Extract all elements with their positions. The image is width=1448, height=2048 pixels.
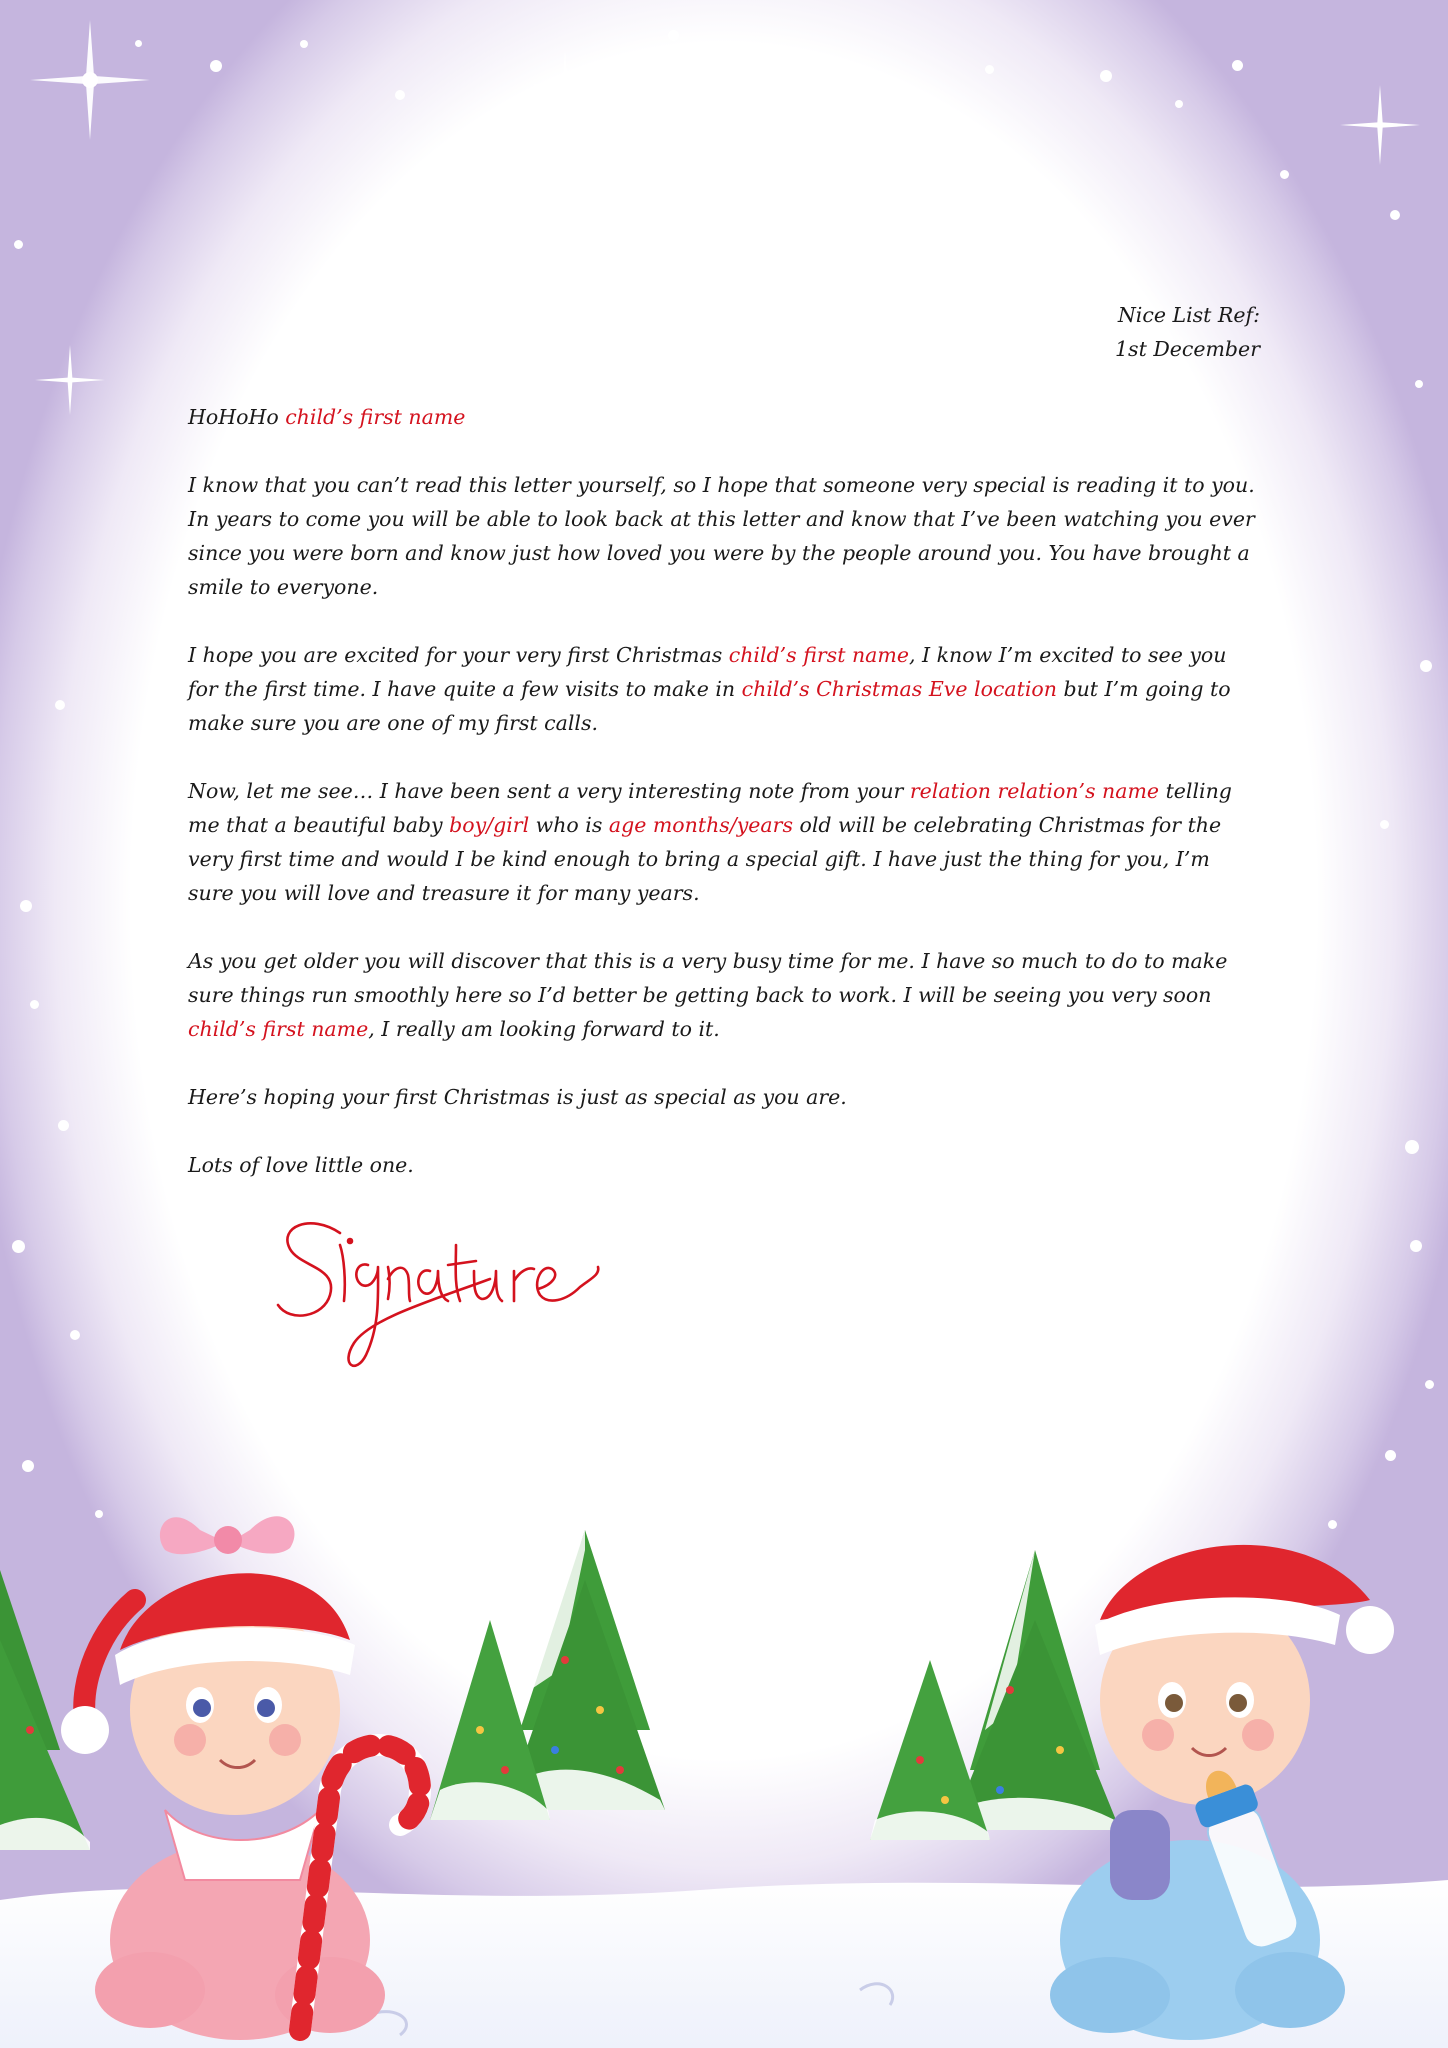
sparkle-icon xyxy=(1340,85,1420,165)
snowflake xyxy=(210,60,222,72)
snowflake xyxy=(12,1240,25,1253)
p2-text: I hope you are excited for your very first Christmas xyxy=(188,643,729,667)
closing: Lots of love little one. xyxy=(188,1153,414,1177)
snowflake xyxy=(1415,380,1423,388)
sparkle-icon xyxy=(800,75,830,105)
tree-icon xyxy=(870,1660,990,1840)
p4-text: , I really am looking forward to it. xyxy=(368,1017,720,1041)
paragraph-5: Here’s hoping your first Christmas is just as special as you are. xyxy=(188,1085,847,1109)
signature-graphic xyxy=(270,1205,600,1385)
relation-placeholder: relation relation’s name xyxy=(909,779,1160,803)
p2-text: but I’m going to make sure you are one of my first calls. xyxy=(188,677,1231,735)
snowflake xyxy=(1390,210,1400,220)
snowflake xyxy=(985,65,994,74)
snowflake xyxy=(14,240,23,249)
greeting-text: HoHoHo xyxy=(188,405,279,429)
child-name-placeholder: child’s first name xyxy=(728,643,909,667)
snowflake xyxy=(668,30,679,41)
child-name-placeholder: child’s first name xyxy=(285,405,466,429)
snowflake xyxy=(1410,1240,1422,1252)
sparkle-icon xyxy=(30,20,150,140)
snowflake xyxy=(1100,70,1112,82)
snowflake xyxy=(720,60,729,69)
winter-scene xyxy=(0,1430,1448,2048)
tree-icon xyxy=(950,1550,1120,1830)
snowflake xyxy=(30,1000,39,1009)
p3-text: old will be celebrating Christmas for the very first time and would I be kind enough to bring a special gift. I have just the thing for you, I’m sure you will love and treasure it for many years. xyxy=(188,813,1222,905)
age-placeholder: age months/years xyxy=(608,813,793,837)
greeting xyxy=(188,400,1260,434)
snowflake xyxy=(70,1330,80,1340)
snowflake xyxy=(135,40,142,47)
snowflake xyxy=(455,135,463,143)
sparkle-icon xyxy=(35,345,105,415)
p3-text: telling me that a beautiful baby xyxy=(188,779,1232,837)
baby-girl-illustration xyxy=(61,1516,420,2040)
reference-block xyxy=(1115,298,1260,366)
snowflake xyxy=(1232,60,1243,71)
gender-placeholder: boy/girl xyxy=(449,813,530,837)
snowflake xyxy=(1405,1140,1419,1154)
letter-date: 1st December xyxy=(1115,337,1260,361)
location-placeholder: child’s Christmas Eve location xyxy=(741,677,1057,701)
p3-text: who is xyxy=(529,813,609,837)
p2-text: , I know I’m excited to see you for the first time. I have quite a few visits to make in xyxy=(188,643,1227,701)
snowflake xyxy=(1280,170,1289,179)
paragraph-3 xyxy=(188,774,1260,910)
snowflake xyxy=(20,900,32,912)
nice-list-ref: Nice List Ref: xyxy=(1117,303,1260,327)
p3-text: Now, let me see… I have been sent a very interesting note from your xyxy=(188,779,910,803)
child-name-placeholder: child’s first name xyxy=(188,1017,369,1041)
paragraph-4 xyxy=(188,944,1260,1046)
snowflake xyxy=(1420,660,1432,672)
paragraph-2 xyxy=(188,638,1260,740)
snowflake xyxy=(300,40,308,48)
sparkle-icon xyxy=(515,100,595,180)
snowflake xyxy=(1380,820,1389,829)
paragraph-1: I know that you can’t read this letter yourself, so I hope that someone very special is reading it to you. In years to come you will be able to look back at this letter and know that I’ve been watching you ever since you were born and know just how loved you were by the people around you. You have brought a smile to everyone. xyxy=(188,473,1255,599)
snowflake xyxy=(1175,100,1183,108)
snowflake xyxy=(55,700,65,710)
snowflake xyxy=(395,90,405,100)
snowflake xyxy=(1425,1380,1434,1389)
snowflake xyxy=(58,1120,69,1131)
p4-text: As you get older you will discover that this is a very busy time for me. I have so much to do to make sure things run smoothly here so I’d better be getting back to work. I will be seeing you very soon xyxy=(188,949,1228,1007)
snowflake xyxy=(900,105,908,113)
